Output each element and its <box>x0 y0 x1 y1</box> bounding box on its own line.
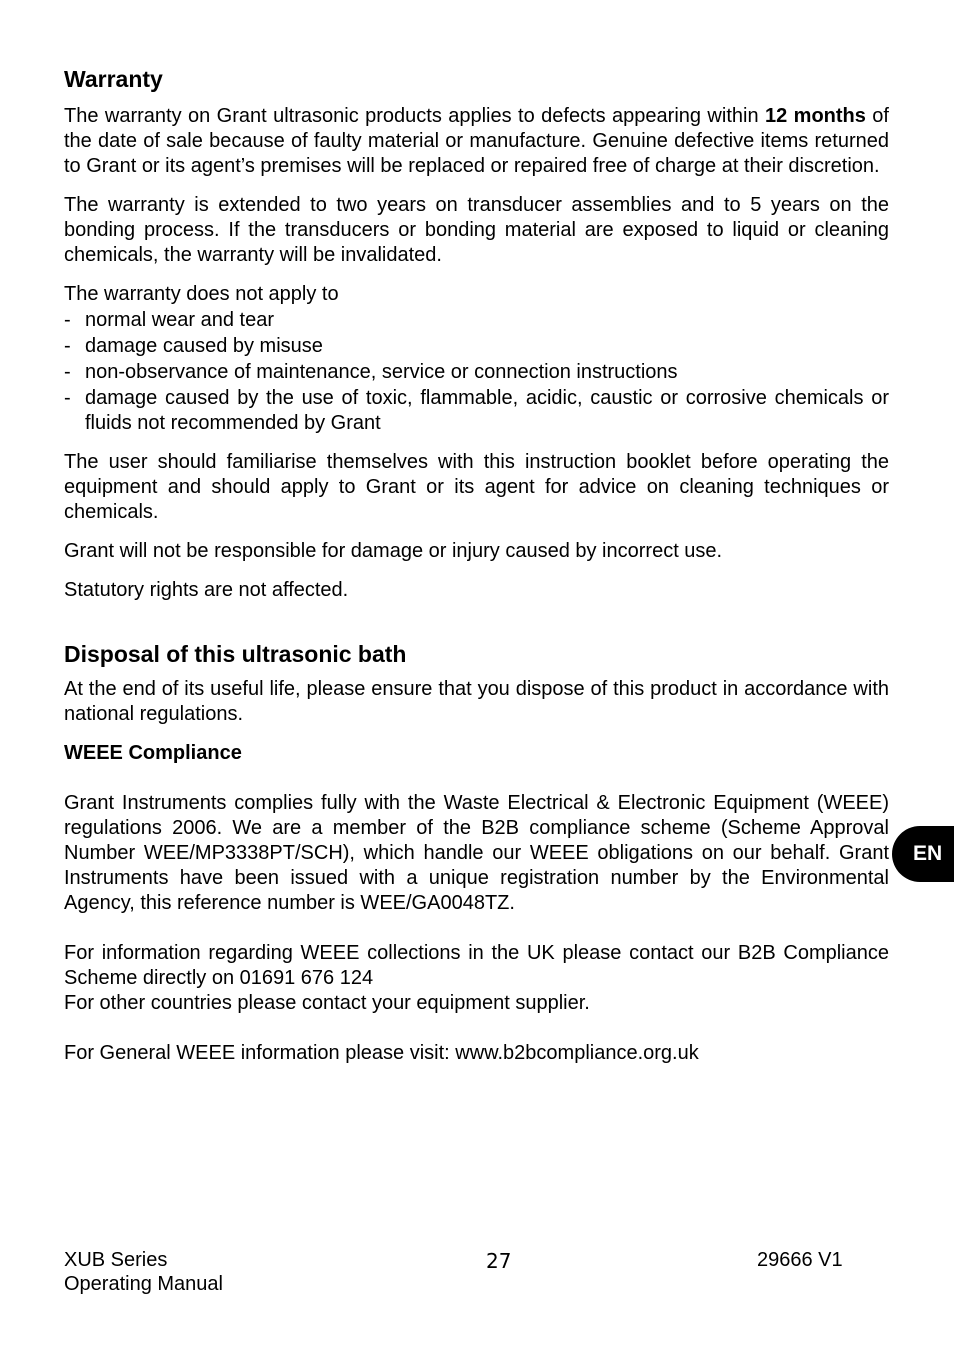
doc-reference: 29666 V1 <box>757 1249 843 1271</box>
list-item: - damage caused by the use of toxic, flammable, acidic, caustic or corrosive chemicals or fluids not recommended by Grant <box>64 387 889 434</box>
disposal-heading: Disposal of this ultrasonic bath <box>64 641 407 667</box>
page-content <box>64 64 889 1066</box>
list-dash: - <box>64 387 71 409</box>
weee-paragraph-2: For information regarding WEEE collections in the UK please contact our B2B Compliance Scheme directly on 01691 676 124 <box>64 942 889 989</box>
exclusions-list <box>64 308 889 436</box>
weee-paragraph-3: For other countries please contact your equipment supplier. <box>64 992 590 1014</box>
list-dash: - <box>64 335 71 357</box>
warranty-paragraph-5: Statutory rights are not affected. <box>64 579 349 601</box>
weee-paragraph-1: Grant Instruments complies fully with the Waste Electrical & Electronic Equipment (WEEE) regulations 2006. We are a member of the B2B compliance scheme (Scheme Approval Number WEE/MP3338PT/SCH), which handle our WEEE obligations on our behalf. Grant Instruments have been issued with a unique registration number by the Environmental Agency, this reference number is WEE/GA0048TZ. <box>64 792 889 914</box>
exclusions-intro: The warranty does not apply to <box>64 283 339 305</box>
weee-paragraph-4: For General WEEE information please visit: www.b2bcompliance.org.uk <box>64 1042 699 1064</box>
warranty-paragraph-1 <box>64 104 889 179</box>
footer-manual: Operating Manual <box>64 1273 223 1295</box>
warranty-paragraph-2: The warranty is extended to two years on transducer assemblies and to 5 years on the bonding process. If the transducers or bonding material are exposed to liquid or cleaning chemicals, the warranty will be invalidated. <box>64 194 889 266</box>
warranty-heading: Warranty <box>64 66 163 92</box>
footer-left <box>64 1248 223 1296</box>
warranty-paragraph-4: Grant will not be responsible for damage or injury caused by incorrect use. <box>64 540 723 562</box>
disposal-paragraph: At the end of its useful life, please ensure that you dispose of this product in accordance with national regulations. <box>64 678 889 725</box>
list-item: - damage caused by misuse <box>64 335 323 357</box>
language-tab: EN <box>892 826 954 882</box>
warranty-period: 12 months <box>765 105 866 127</box>
list-item: - normal wear and tear <box>64 309 274 331</box>
list-dash: - <box>64 309 71 331</box>
footer-series: XUB Series <box>64 1249 168 1271</box>
page-number: 27 <box>486 1249 512 1273</box>
warranty-p1-end: of the date of sale because of faulty material or manufacture. Genuine defective items returned to Grant or its agent’s premises will be replaced or repaired free of charge at their discretion. <box>64 105 889 177</box>
warranty-paragraph-3: The user should familiarise themselves with this instruction booklet before operating the equipment and should apply to Grant or its agent for advice on cleaning techniques or chemicals. <box>64 451 889 523</box>
list-dash: - <box>64 361 71 383</box>
warranty-p1-start: The warranty on Grant ultrasonic products applies to defects appearing within <box>64 105 765 127</box>
weee-heading: WEEE Compliance <box>64 742 242 764</box>
list-item: - non-observance of maintenance, service or connection instructions <box>64 361 678 383</box>
